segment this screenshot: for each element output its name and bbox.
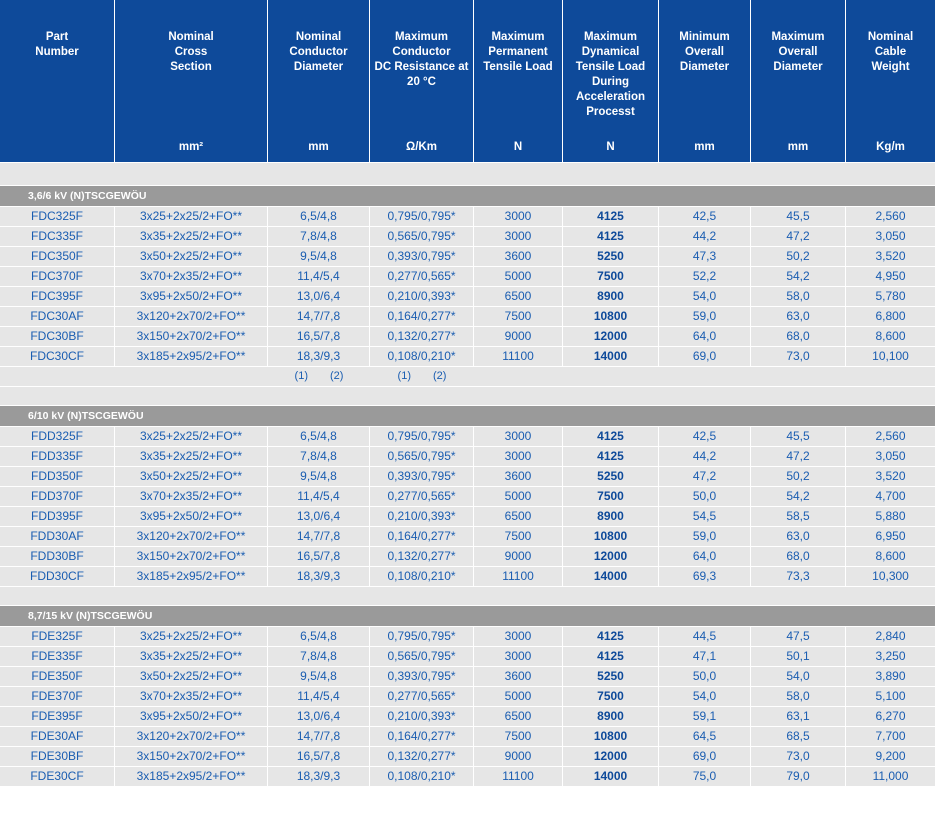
cell-cross-section: 3x95+2x50/2+FO**: [115, 507, 268, 526]
cell-dynamical-tensile-load: 7500: [563, 687, 659, 706]
cell-dynamical-tensile-load: 4125: [563, 227, 659, 246]
footnote-marker: (1): [294, 370, 308, 382]
cell-cross-section: 3x35+2x25/2+FO**: [115, 647, 268, 666]
cell-dynamical-tensile-load: 14000: [563, 347, 659, 366]
cell-dc-resistance: 0,164/0,277*: [370, 307, 474, 326]
footnote-cell: [115, 367, 268, 386]
table-row: [0, 427, 935, 447]
cell-min-overall-diameter: 69,0: [659, 347, 751, 366]
cell-permanent-tensile-load: 3000: [474, 627, 563, 646]
cell-cross-section: 3x150+2x70/2+FO**: [115, 747, 268, 766]
cell-dc-resistance: 0,795/0,795*: [370, 207, 474, 226]
cell-dc-resistance: 0,108/0,210*: [370, 567, 474, 586]
table-header: [0, 0, 935, 163]
cell-part-number: FDD370F: [0, 487, 115, 506]
table-row: [0, 327, 935, 347]
cell-conductor-diameter: 16,5/7,8: [268, 747, 370, 766]
cell-cable-weight: 4,950: [875, 269, 906, 283]
header-min-overall-diameter: Minimum Overall Diameter mm: [659, 0, 751, 162]
cell-permanent-tensile-load: 3600: [474, 467, 563, 486]
cell-min-overall-diameter: 75,0: [659, 767, 751, 786]
footnote-cell: [751, 367, 846, 386]
cell-min-overall-diameter: 69,0: [659, 747, 751, 766]
cell-cable-weight: 6,800: [875, 309, 906, 323]
cell-part-number: FDC30AF: [0, 307, 115, 326]
section-gap: [0, 387, 935, 406]
cell-max-overall-diameter: 63,0: [751, 527, 846, 546]
cell-cable-weight: 10,300: [872, 569, 909, 583]
cell-permanent-tensile-load: 3000: [474, 427, 563, 446]
cell-permanent-tensile-load: 3000: [474, 207, 563, 226]
cell-dynamical-tensile-load: 8900: [563, 707, 659, 726]
cell-part-number: FDE30CF: [0, 767, 115, 786]
cell-permanent-tensile-load: 3000: [474, 447, 563, 466]
cell-conductor-diameter: 7,8/4,8: [268, 647, 370, 666]
cell-permanent-tensile-load: 5000: [474, 687, 563, 706]
table-row: [0, 667, 935, 687]
cell-part-number: FDC350F: [0, 247, 115, 266]
cell-cable-weight: 9,200: [875, 749, 906, 763]
cell-max-overall-diameter: 50,2: [751, 467, 846, 486]
cell-permanent-tensile-load: 9000: [474, 327, 563, 346]
cell-min-overall-diameter: 64,0: [659, 547, 751, 566]
cell-dc-resistance: 0,210/0,393*: [370, 707, 474, 726]
cell-part-number: FDD30AF: [0, 527, 115, 546]
footnote-marker: (1): [397, 370, 411, 382]
cell-part-number: FDD395F: [0, 507, 115, 526]
section-title: 6/10 kV (N)TSCGEWÖU: [0, 406, 935, 427]
cell-dynamical-tensile-load: 4125: [563, 207, 659, 226]
table-row: [0, 567, 935, 587]
cell-max-overall-diameter: 73,0: [751, 747, 846, 766]
cell-conductor-diameter: 7,8/4,8: [268, 227, 370, 246]
cell-dynamical-tensile-load: 4125: [563, 647, 659, 666]
cell-dynamical-tensile-load: 5250: [563, 467, 659, 486]
footnote-cell: [659, 367, 751, 386]
section-gap: [0, 587, 935, 606]
cell-part-number: FDE395F: [0, 707, 115, 726]
cell-conductor-diameter: 16,5/7,8: [268, 327, 370, 346]
cell-dynamical-tensile-load: 5250: [563, 667, 659, 686]
cell-min-overall-diameter: 42,5: [659, 427, 751, 446]
cell-part-number: FDC30BF: [0, 327, 115, 346]
cell-conductor-diameter: 7,8/4,8: [268, 447, 370, 466]
header-gap: [0, 163, 935, 186]
cell-min-overall-diameter: 47,2: [659, 467, 751, 486]
cell-min-overall-diameter: 69,3: [659, 567, 751, 586]
cell-dynamical-tensile-load: 4125: [563, 447, 659, 466]
table-row: [0, 627, 935, 647]
table-row: [0, 767, 935, 787]
cell-conductor-diameter: 9,5/4,8: [268, 667, 370, 686]
cell-cross-section: 3x120+2x70/2+FO**: [115, 527, 268, 546]
cell-conductor-diameter: 18,3/9,3: [268, 567, 370, 586]
cell-max-overall-diameter: 58,5: [751, 507, 846, 526]
table-row: [0, 487, 935, 507]
cell-cable-weight: 6,950: [875, 529, 906, 543]
footnote-row: [0, 367, 935, 387]
table-row: [0, 507, 935, 527]
cell-min-overall-diameter: 59,0: [659, 307, 751, 326]
cell-min-overall-diameter: 44,2: [659, 447, 751, 466]
cell-cable-weight: 2,560: [875, 209, 906, 223]
cell-conductor-diameter: 18,3/9,3: [268, 347, 370, 366]
cell-max-overall-diameter: 54,2: [751, 487, 846, 506]
cell-permanent-tensile-load: 5000: [474, 487, 563, 506]
cell-part-number: FDE325F: [0, 627, 115, 646]
cell-cross-section: 3x70+2x35/2+FO**: [115, 687, 268, 706]
table-row: [0, 207, 935, 227]
cell-max-overall-diameter: 47,2: [751, 227, 846, 246]
cell-cross-section: 3x50+2x25/2+FO**: [115, 667, 268, 686]
cell-cross-section: 3x95+2x50/2+FO**: [115, 707, 268, 726]
cell-cross-section: 3x150+2x70/2+FO**: [115, 327, 268, 346]
table-row: [0, 527, 935, 547]
table-row: [0, 687, 935, 707]
footnote-marker: (2): [330, 370, 344, 382]
cell-max-overall-diameter: 58,0: [751, 287, 846, 306]
cell-cross-section: 3x25+2x25/2+FO**: [115, 627, 268, 646]
cell-cross-section: 3x150+2x70/2+FO**: [115, 547, 268, 566]
cell-conductor-diameter: 11,4/5,4: [268, 487, 370, 506]
cell-cable-weight: 3,250: [875, 649, 906, 663]
cell-conductor-diameter: 13,0/6,4: [268, 707, 370, 726]
cell-max-overall-diameter: 45,5: [751, 207, 846, 226]
cell-dc-resistance: 0,210/0,393*: [370, 287, 474, 306]
cell-max-overall-diameter: 63,1: [751, 707, 846, 726]
table-row: [0, 727, 935, 747]
table-row: [0, 307, 935, 327]
cell-part-number: FDC325F: [0, 207, 115, 226]
cell-dynamical-tensile-load: 8900: [563, 507, 659, 526]
cell-cable-weight: 6,270: [875, 709, 906, 723]
cell-conductor-diameter: 13,0/6,4: [268, 287, 370, 306]
cell-permanent-tensile-load: 11100: [474, 767, 563, 786]
cell-conductor-diameter: 9,5/4,8: [268, 467, 370, 486]
cell-dc-resistance: 0,132/0,277*: [370, 747, 474, 766]
cell-permanent-tensile-load: 3000: [474, 227, 563, 246]
cell-permanent-tensile-load: 7500: [474, 307, 563, 326]
cell-conductor-diameter: 9,5/4,8: [268, 247, 370, 266]
cell-max-overall-diameter: 68,5: [751, 727, 846, 746]
cell-cable-weight: 11,000: [872, 769, 909, 783]
cell-dynamical-tensile-load: 4125: [563, 427, 659, 446]
header-cross-section: Nominal Cross Section mm²: [115, 0, 268, 162]
cell-cable-weight: 5,780: [875, 289, 906, 303]
cell-part-number: FDC395F: [0, 287, 115, 306]
cell-dc-resistance: 0,393/0,795*: [370, 467, 474, 486]
cell-conductor-diameter: 14,7/7,8: [268, 727, 370, 746]
cell-min-overall-diameter: 54,5: [659, 507, 751, 526]
cell-dc-resistance: 0,393/0,795*: [370, 247, 474, 266]
cell-cable-weight: 8,600: [875, 329, 906, 343]
cell-dc-resistance: 0,277/0,565*: [370, 687, 474, 706]
cell-cross-section: 3x25+2x25/2+FO**: [115, 427, 268, 446]
cell-dynamical-tensile-load: 10800: [563, 727, 659, 746]
cell-min-overall-diameter: 50,0: [659, 487, 751, 506]
cell-cable-weight: 4,700: [875, 489, 906, 503]
footnote-cell: [846, 367, 935, 386]
cell-part-number: FDE30BF: [0, 747, 115, 766]
header-max-overall-diameter: Maximum Overall Diameter mm: [751, 0, 846, 162]
cell-max-overall-diameter: 45,5: [751, 427, 846, 446]
cell-cable-weight: 5,100: [875, 689, 906, 703]
cell-part-number: FDC370F: [0, 267, 115, 286]
cell-max-overall-diameter: 47,2: [751, 447, 846, 466]
cell-dynamical-tensile-load: 7500: [563, 487, 659, 506]
footnote-cell: [563, 367, 659, 386]
cell-min-overall-diameter: 59,1: [659, 707, 751, 726]
cell-part-number: FDE30AF: [0, 727, 115, 746]
cell-dc-resistance: 0,565/0,795*: [370, 647, 474, 666]
cell-conductor-diameter: 6,5/4,8: [268, 427, 370, 446]
footnote-marker: (2): [433, 370, 447, 382]
cell-cross-section: 3x185+2x95/2+FO**: [115, 347, 268, 366]
cell-dc-resistance: 0,210/0,393*: [370, 507, 474, 526]
cell-cross-section: 3x25+2x25/2+FO**: [115, 207, 268, 226]
table-row: [0, 467, 935, 487]
cell-dc-resistance: 0,565/0,795*: [370, 447, 474, 466]
cell-max-overall-diameter: 54,0: [751, 667, 846, 686]
cell-conductor-diameter: 14,7/7,8: [268, 307, 370, 326]
cell-permanent-tensile-load: 3600: [474, 247, 563, 266]
cell-max-overall-diameter: 79,0: [751, 767, 846, 786]
cell-cross-section: 3x95+2x50/2+FO**: [115, 287, 268, 306]
cell-part-number: FDE335F: [0, 647, 115, 666]
section-title: 3,6/6 kV (N)TSCGEWÖU: [0, 186, 935, 207]
cell-max-overall-diameter: 50,1: [751, 647, 846, 666]
cell-permanent-tensile-load: 11100: [474, 567, 563, 586]
cell-part-number: FDD335F: [0, 447, 115, 466]
cell-dynamical-tensile-load: 4125: [563, 627, 659, 646]
header-cable-weight: Nominal Cable Weight Kg/m: [867, 31, 914, 153]
cell-permanent-tensile-load: 6500: [474, 507, 563, 526]
cell-max-overall-diameter: 68,0: [751, 327, 846, 346]
cell-dc-resistance: 0,132/0,277*: [370, 547, 474, 566]
cell-dynamical-tensile-load: 12000: [563, 747, 659, 766]
cell-conductor-diameter: 18,3/9,3: [268, 767, 370, 786]
table-row: [0, 707, 935, 727]
cell-cross-section: 3x185+2x95/2+FO**: [115, 767, 268, 786]
cell-dc-resistance: 0,565/0,795*: [370, 227, 474, 246]
cell-permanent-tensile-load: 9000: [474, 547, 563, 566]
table-row: [0, 247, 935, 267]
cell-cable-weight: 3,050: [875, 449, 906, 463]
cell-max-overall-diameter: 47,5: [751, 627, 846, 646]
footnote-cell: [370, 367, 474, 386]
footnote-cell: [474, 367, 563, 386]
cell-max-overall-diameter: 54,2: [751, 267, 846, 286]
table-row: [0, 647, 935, 667]
cell-dc-resistance: 0,795/0,795*: [370, 627, 474, 646]
cell-cross-section: 3x70+2x35/2+FO**: [115, 487, 268, 506]
cell-conductor-diameter: 16,5/7,8: [268, 547, 370, 566]
cell-dc-resistance: 0,164/0,277*: [370, 527, 474, 546]
cell-dc-resistance: 0,108/0,210*: [370, 347, 474, 366]
cell-part-number: FDC335F: [0, 227, 115, 246]
cell-permanent-tensile-load: 5000: [474, 267, 563, 286]
cell-max-overall-diameter: 50,2: [751, 247, 846, 266]
cell-dc-resistance: 0,164/0,277*: [370, 727, 474, 746]
cell-part-number: FDD325F: [0, 427, 115, 446]
cell-min-overall-diameter: 54,0: [659, 287, 751, 306]
table-body: [0, 186, 935, 787]
table-row: [0, 227, 935, 247]
cell-cross-section: 3x120+2x70/2+FO**: [115, 307, 268, 326]
cell-dynamical-tensile-load: 14000: [563, 767, 659, 786]
table-row: [0, 447, 935, 467]
cell-min-overall-diameter: 59,0: [659, 527, 751, 546]
cell-cross-section: 3x50+2x25/2+FO**: [115, 247, 268, 266]
cell-dynamical-tensile-load: 7500: [563, 267, 659, 286]
cell-conductor-diameter: 6,5/4,8: [268, 207, 370, 226]
cell-part-number: FDD30BF: [0, 547, 115, 566]
cell-cable-weight: 8,600: [875, 549, 906, 563]
cell-conductor-diameter: 13,0/6,4: [268, 507, 370, 526]
footnote-cell: [268, 367, 370, 386]
cell-max-overall-diameter: 58,0: [751, 687, 846, 706]
footnote-cell: [0, 367, 115, 386]
cell-cable-weight: 10,100: [872, 349, 909, 363]
cell-cable-weight: 5,880: [875, 509, 906, 523]
cell-max-overall-diameter: 68,0: [751, 547, 846, 566]
cell-dc-resistance: 0,393/0,795*: [370, 667, 474, 686]
cell-cross-section: 3x185+2x95/2+FO**: [115, 567, 268, 586]
header-part-number: Part Number: [0, 0, 115, 162]
table-row: [0, 747, 935, 767]
cell-cable-weight: 3,050: [875, 229, 906, 243]
cell-conductor-diameter: 6,5/4,8: [268, 627, 370, 646]
cell-cable-weight: 3,520: [875, 469, 906, 483]
cell-min-overall-diameter: 64,5: [659, 727, 751, 746]
cell-min-overall-diameter: 54,0: [659, 687, 751, 706]
cell-cross-section: 3x120+2x70/2+FO**: [115, 727, 268, 746]
cell-dynamical-tensile-load: 5250: [563, 247, 659, 266]
cell-conductor-diameter: 11,4/5,4: [268, 687, 370, 706]
table-row: [0, 267, 935, 287]
cell-dynamical-tensile-load: 14000: [563, 567, 659, 586]
header-permanent-tensile-load: Maximum Permanent Tensile Load N: [474, 0, 563, 162]
cell-dc-resistance: 0,277/0,565*: [370, 487, 474, 506]
header-conductor-diameter: Nominal Conductor Diameter mm: [268, 0, 370, 162]
cell-dc-resistance: 0,795/0,795*: [370, 427, 474, 446]
cell-min-overall-diameter: 64,0: [659, 327, 751, 346]
cell-cable-weight: 3,520: [875, 249, 906, 263]
cell-cable-weight: 7,700: [875, 729, 906, 743]
cell-max-overall-diameter: 63,0: [751, 307, 846, 326]
cell-max-overall-diameter: 73,3: [751, 567, 846, 586]
cell-dynamical-tensile-load: 8900: [563, 287, 659, 306]
cell-conductor-diameter: 14,7/7,8: [268, 527, 370, 546]
cell-min-overall-diameter: 44,2: [659, 227, 751, 246]
cell-cross-section: 3x35+2x25/2+FO**: [115, 447, 268, 466]
cell-permanent-tensile-load: 9000: [474, 747, 563, 766]
header-dc-resistance: Maximum Conductor DC Resistance at 20 °C Ω/Km: [370, 0, 474, 162]
cell-permanent-tensile-load: 7500: [474, 727, 563, 746]
cell-min-overall-diameter: 50,0: [659, 667, 751, 686]
header-dynamical-tensile-load: Maximum Dynamical Tensile Load During Acceleration Processt N: [563, 0, 659, 162]
cell-dynamical-tensile-load: 12000: [563, 327, 659, 346]
cell-part-number: FDD350F: [0, 467, 115, 486]
cell-cross-section: 3x70+2x35/2+FO**: [115, 267, 268, 286]
cell-permanent-tensile-load: 3000: [474, 647, 563, 666]
cell-permanent-tensile-load: 6500: [474, 287, 563, 306]
cell-min-overall-diameter: 42,5: [659, 207, 751, 226]
cell-permanent-tensile-load: 11100: [474, 347, 563, 366]
cell-part-number: FDE350F: [0, 667, 115, 686]
table-row: [0, 547, 935, 567]
table-row: [0, 287, 935, 307]
cell-dynamical-tensile-load: 12000: [563, 547, 659, 566]
cell-min-overall-diameter: 47,3: [659, 247, 751, 266]
cell-cross-section: 3x35+2x25/2+FO**: [115, 227, 268, 246]
table-row: [0, 347, 935, 367]
cell-permanent-tensile-load: 6500: [474, 707, 563, 726]
cell-part-number: FDD30CF: [0, 567, 115, 586]
cell-cross-section: 3x50+2x25/2+FO**: [115, 467, 268, 486]
cell-dynamical-tensile-load: 10800: [563, 307, 659, 326]
cell-dc-resistance: 0,132/0,277*: [370, 327, 474, 346]
cell-part-number: FDC30CF: [0, 347, 115, 366]
cell-min-overall-diameter: 44,5: [659, 627, 751, 646]
cell-permanent-tensile-load: 3600: [474, 667, 563, 686]
cell-dynamical-tensile-load: 10800: [563, 527, 659, 546]
cell-min-overall-diameter: 52,2: [659, 267, 751, 286]
cell-part-number: FDE370F: [0, 687, 115, 706]
cell-cable-weight: 2,560: [875, 429, 906, 443]
cell-dc-resistance: 0,108/0,210*: [370, 767, 474, 786]
section-title: 8,7/15 kV (N)TSCGEWÖU: [0, 606, 935, 627]
cell-conductor-diameter: 11,4/5,4: [268, 267, 370, 286]
cell-dc-resistance: 0,277/0,565*: [370, 267, 474, 286]
cell-max-overall-diameter: 73,0: [751, 347, 846, 366]
cell-min-overall-diameter: 47,1: [659, 647, 751, 666]
cell-permanent-tensile-load: 7500: [474, 527, 563, 546]
cell-cable-weight: 3,890: [875, 669, 906, 683]
cell-cable-weight: 2,840: [875, 629, 906, 643]
